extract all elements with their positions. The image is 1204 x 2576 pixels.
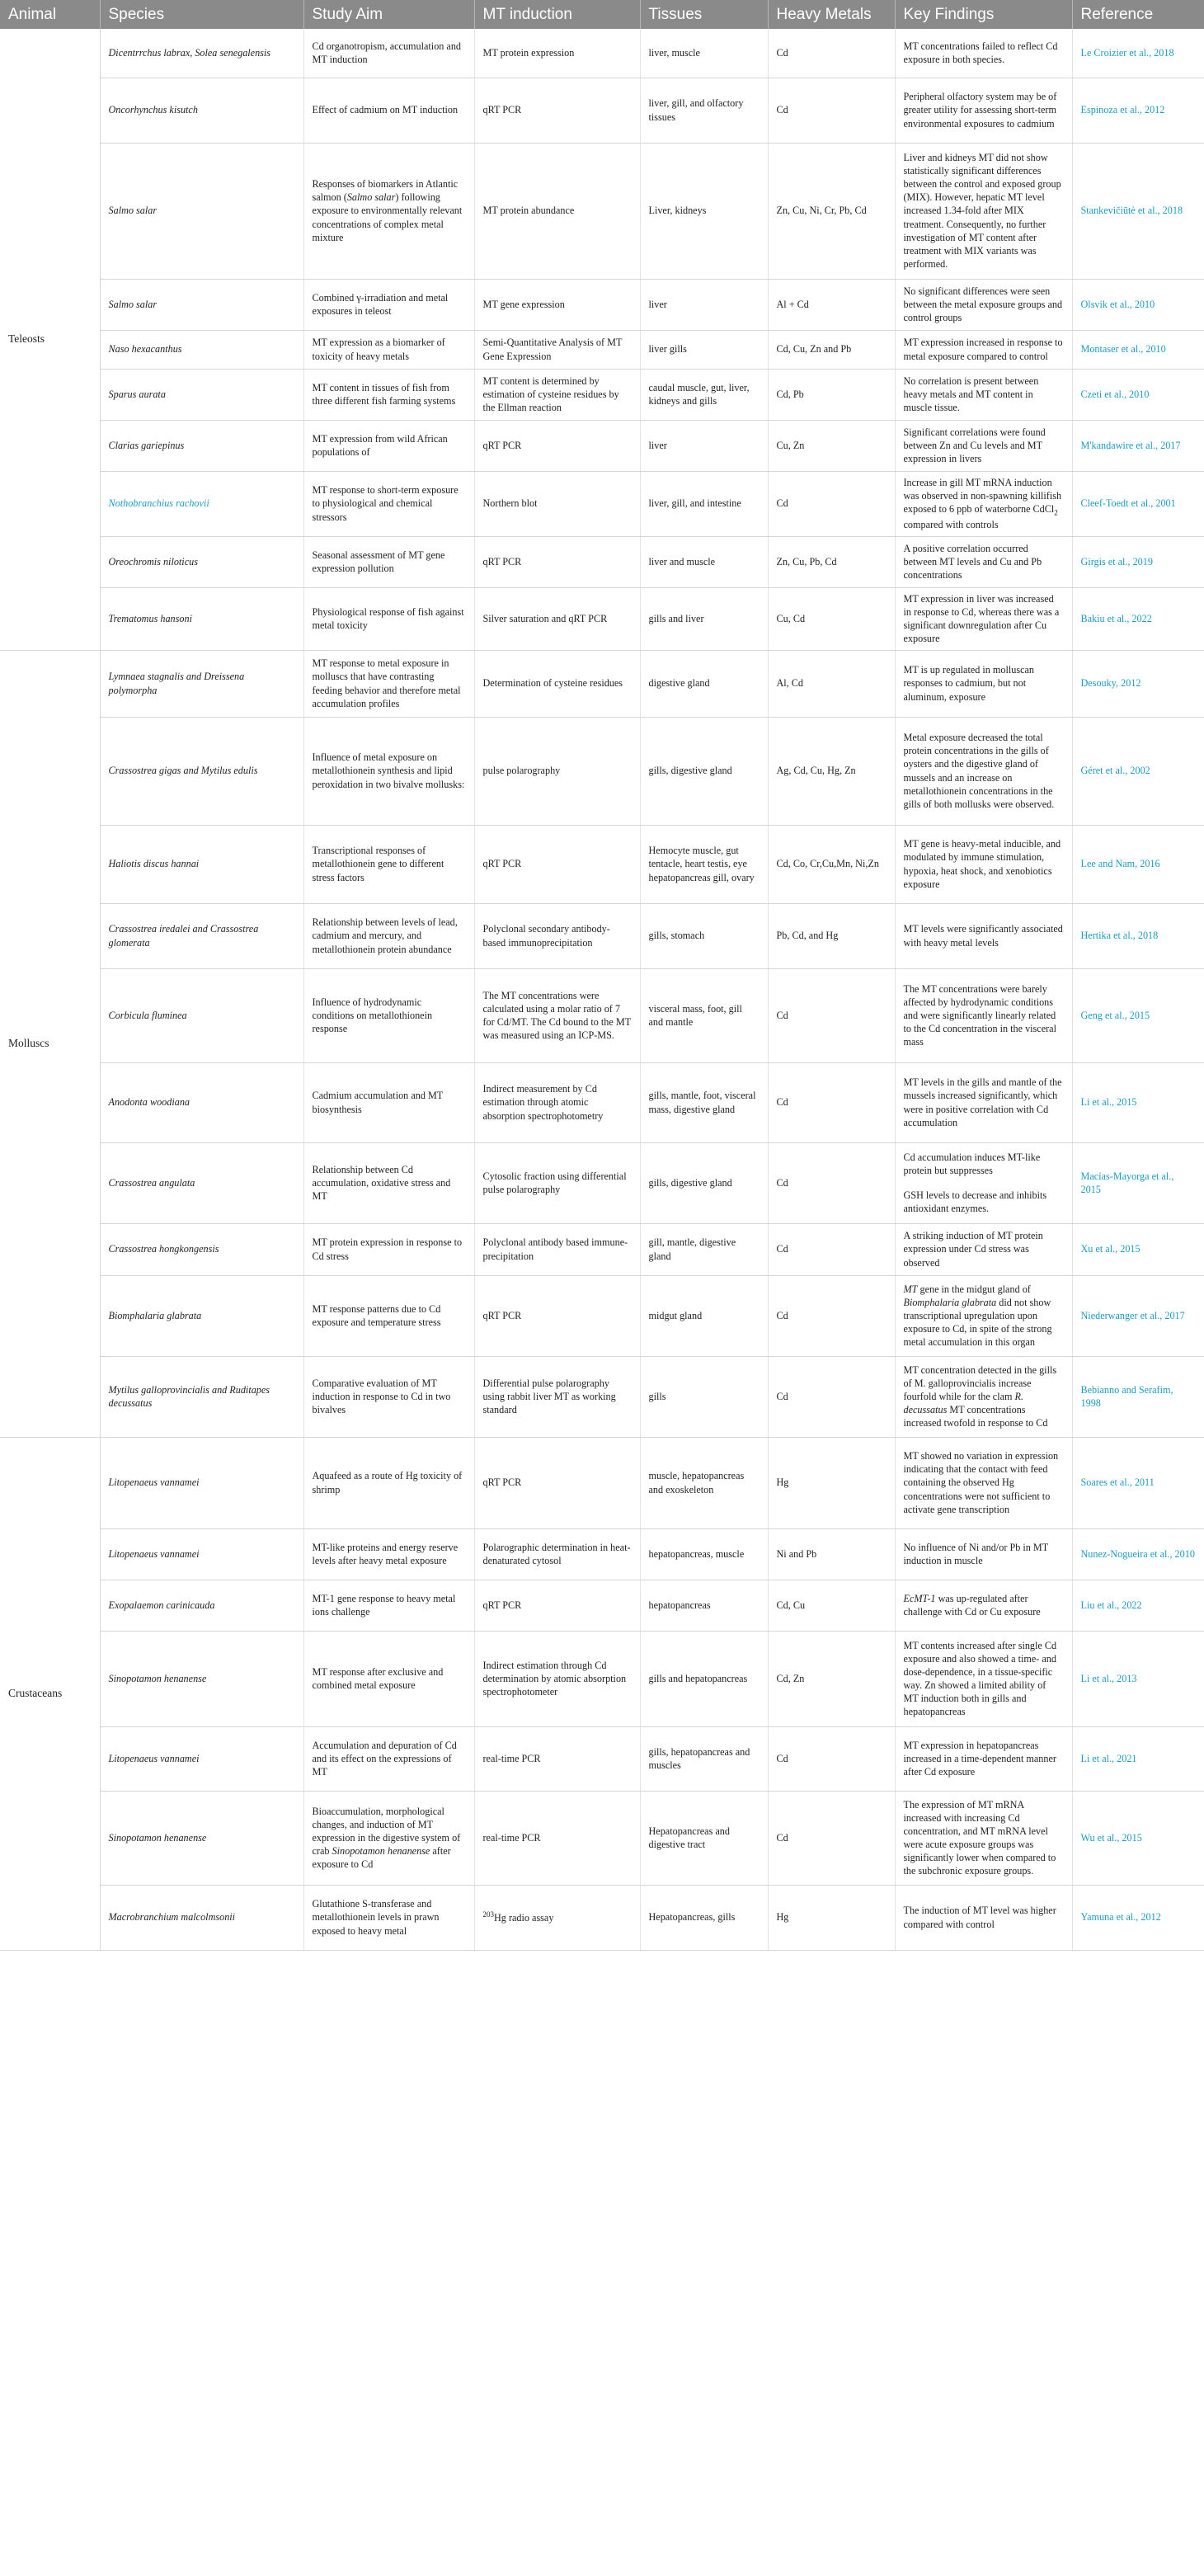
table-row [0, 369, 1204, 420]
mt-induction-cell: pulse polarography [474, 717, 640, 825]
mt-induction-cell: qRT PCR [474, 825, 640, 903]
mt-induction-cell: Polarographic determination in heat-denaturated cytosol [474, 1528, 640, 1580]
mt-induction-cell: Northern blot [474, 471, 640, 536]
table-row [0, 1223, 1204, 1275]
table-row [0, 1726, 1204, 1791]
tissues-cell: gills, hepatopancreas and muscles [640, 1726, 768, 1791]
table-row [0, 968, 1204, 1062]
table-row [0, 825, 1204, 903]
key-findings-cell: Metal exposure decreased the total protein concentrations in the gills of oysters and the digestive gland of mussels and an increase on metallothionein concentrations in the gills of both mollusks were observed. [895, 717, 1072, 825]
study-aim-cell: Effect of cadmium on MT induction [303, 78, 474, 143]
key-findings-cell: MT expression increased in response to metal exposure compared to control [895, 330, 1072, 369]
key-findings-cell: EcMT-1 was up-regulated after challenge with Cd or Cu exposure [895, 1580, 1072, 1631]
key-findings-cell: Significant correlations were found between Zn and Cu levels and MT expression in livers [895, 420, 1072, 471]
species-cell: Haliotis discus hannai [100, 825, 303, 903]
species-cell: Oncorhynchus kisutch [100, 78, 303, 143]
study-aim-cell: Relationship between levels of lead, cadmium and mercury, and metallothionein protein abundance [303, 903, 474, 968]
reference-link[interactable]: Lee and Nam, 2016 [1072, 825, 1204, 903]
table-row [0, 1791, 1204, 1885]
study-aim-cell: MT response patterns due to Cd exposure and temperature stress [303, 1275, 474, 1356]
reference-link[interactable]: Espinoza et al., 2012 [1072, 78, 1204, 143]
species-cell: Litopenaeus vannamei [100, 1726, 303, 1791]
tissues-cell: liver, gill, and intestine [640, 471, 768, 536]
heavy-metals-cell: Cd [768, 1223, 895, 1275]
reference-link[interactable]: Geng et al., 2015 [1072, 968, 1204, 1062]
heavy-metals-cell: Ni and Pb [768, 1528, 895, 1580]
key-findings-cell: A positive correlation occurred between MT levels and Cu and Pb concentrations [895, 536, 1072, 587]
mt-induction-cell: qRT PCR [474, 78, 640, 143]
key-findings-cell: The induction of MT level was higher compared with control [895, 1885, 1072, 1950]
heavy-metals-cell: Cd [768, 1142, 895, 1223]
mt-induction-cell: Semi-Quantitative Analysis of MT Gene Expression [474, 330, 640, 369]
reference-link[interactable]: Wu et al., 2015 [1072, 1791, 1204, 1885]
reference-link[interactable]: Stankevičiūtė et al., 2018 [1072, 143, 1204, 279]
key-findings-cell: A striking induction of MT protein expression under Cd stress was observed [895, 1223, 1072, 1275]
key-findings-cell: Increase in gill MT mRNA induction was observed in non-spawning killifish exposed to 6 ppb of waterborne CdCl$_2$ compared with controls [895, 471, 1072, 536]
table-row [0, 471, 1204, 536]
key-findings-cell: No influence of Ni and/or Pb in MT induction in muscle [895, 1528, 1072, 1580]
species-cell: Biomphalaria glabrata [100, 1275, 303, 1356]
key-findings-cell: MT gene is heavy-metal inducible, and modulated by immune stimulation, hypoxia, heat shock, and xenobiotics exposure [895, 825, 1072, 903]
table-row [0, 536, 1204, 587]
heavy-metals-cell: Cd [768, 1791, 895, 1885]
tissues-cell: hepatopancreas [640, 1580, 768, 1631]
mt-induction-cell: Indirect measurement by Cd estimation through atomic absorption spectrophotometry [474, 1062, 640, 1142]
header-tissues: Tissues [640, 0, 768, 29]
tissues-cell: digestive gland [640, 650, 768, 717]
mt-induction-cell: Differential pulse polarography using rabbit liver MT as working standard [474, 1356, 640, 1437]
heavy-metals-cell: Cu, Cd [768, 587, 895, 650]
mt-induction-cell: Cytosolic fraction using differential pulse polarography [474, 1142, 640, 1223]
tissues-cell: visceral mass, foot, gill and mantle [640, 968, 768, 1062]
heavy-metals-cell: Cd [768, 1062, 895, 1142]
table-row [0, 1528, 1204, 1580]
mt-induction-cell: MT gene expression [474, 279, 640, 330]
mt-induction-cell: Polyclonal secondary antibody-based immunoprecipitation [474, 903, 640, 968]
tissues-cell: gills [640, 1356, 768, 1437]
header-reference: Reference [1072, 0, 1204, 29]
key-findings-cell: MT contents increased after single Cd exposure and also showed a time- and dose-dependence, in a tissue-specific way. Zn showed a limited ability of MT induction both in gills and hepatopancreas [895, 1631, 1072, 1726]
table-body [0, 29, 1204, 1950]
table-row [0, 1356, 1204, 1437]
heavy-metals-cell: Cd [768, 78, 895, 143]
heavy-metals-cell: Al, Cd [768, 650, 895, 717]
study-aim-cell: Influence of hydrodynamic conditions on metallothionein response [303, 968, 474, 1062]
table-row [0, 29, 1204, 78]
reference-link[interactable]: Girgis et al., 2019 [1072, 536, 1204, 587]
header-key-findings: Key Findings [895, 0, 1072, 29]
reference-link[interactable]: Liu et al., 2022 [1072, 1580, 1204, 1631]
mt-induction-cell: qRT PCR [474, 536, 640, 587]
table-row [0, 717, 1204, 825]
heavy-metals-cell: Zn, Cu, Ni, Cr, Pb, Cd [768, 143, 895, 279]
tissues-cell: liver [640, 279, 768, 330]
key-findings-cell: Peripheral olfactory system may be of greater utility for assessing short-term environmental exposures to cadmium [895, 78, 1072, 143]
reference-link[interactable]: Montaser et al., 2010 [1072, 330, 1204, 369]
species-cell: Crassostrea hongkongensis [100, 1223, 303, 1275]
mt-induction-cell: MT content is determined by estimation of cysteine residues by the Ellman reaction [474, 369, 640, 420]
mt-induction-cell: MT protein expression [474, 29, 640, 78]
study-aim-cell: Combined γ-irradiation and metal exposures in teleost [303, 279, 474, 330]
heavy-metals-cell: Cd [768, 1275, 895, 1356]
reference-link[interactable]: Li et al., 2015 [1072, 1062, 1204, 1142]
study-aim-cell: Responses of biomarkers in Atlantic salmon (Salmo salar) following exposure to environmentally relevant concentrations of complex metal mixture [303, 143, 474, 279]
tissues-cell: gills, stomach [640, 903, 768, 968]
species-cell: Oreochromis niloticus [100, 536, 303, 587]
heavy-metals-cell: Cd, Co, Cr,Cu,Mn, Ni,Zn [768, 825, 895, 903]
species-link[interactable]: Nothobranchius rachovii [100, 471, 303, 536]
heavy-metals-cell: Cd, Cu [768, 1580, 895, 1631]
mt-induction-cell: real-time PCR [474, 1791, 640, 1885]
study-aim-cell: MT content in tissues of fish from three different fish farming systems [303, 369, 474, 420]
reference-link[interactable]: Niederwanger et al., 2017 [1072, 1275, 1204, 1356]
mt-induction-cell: $^{203}$Hg radio assay [474, 1885, 640, 1950]
species-cell: Naso hexacanthus [100, 330, 303, 369]
mt-induction-cell: qRT PCR [474, 1437, 640, 1528]
study-aim-cell: Cadmium accumulation and MT biosynthesis [303, 1062, 474, 1142]
study-aim-cell: Physiological response of fish against metal toxicity [303, 587, 474, 650]
table-row [0, 587, 1204, 650]
reference-link[interactable]: Cleef-Toedt et al., 2001 [1072, 471, 1204, 536]
species-cell: Clarias gariepinus [100, 420, 303, 471]
table-row [0, 1885, 1204, 1950]
reference-link[interactable]: Czeti et al., 2010 [1072, 369, 1204, 420]
tissues-cell: hepatopancreas, muscle [640, 1528, 768, 1580]
tissues-cell: liver, gill, and olfactory tissues [640, 78, 768, 143]
mt-induction-cell: The MT concentrations were calculated using a molar ratio of 7 for Cd/MT. The Cd bound to the MT was measured using an ICP-MS. [474, 968, 640, 1062]
header-mt-induction: MT induction [474, 0, 640, 29]
heavy-metals-cell: Cd [768, 1356, 895, 1437]
mt-induction-cell: qRT PCR [474, 420, 640, 471]
heavy-metals-cell: Pb, Cd, and Hg [768, 903, 895, 968]
tissues-cell: Hepatopancreas and digestive tract [640, 1791, 768, 1885]
study-aim-cell: MT response to metal exposure in molluscs that have contrasting feeding behavior and therefore metal accumulation profiles [303, 650, 474, 717]
mt-induction-cell: Polyclonal antibody based immune-precipitation [474, 1223, 640, 1275]
table-row [0, 1437, 1204, 1528]
tissues-cell: gills and hepatopancreas [640, 1631, 768, 1726]
species-cell: Litopenaeus vannamei [100, 1437, 303, 1528]
study-aim-cell: MT protein expression in response to Cd stress [303, 1223, 474, 1275]
key-findings-cell: MT concentrations failed to reflect Cd exposure in both species. [895, 29, 1072, 78]
species-cell: Crassostrea iredalei and Crassostrea glomerata [100, 903, 303, 968]
species-cell: Anodonta woodiana [100, 1062, 303, 1142]
tissues-cell: gills, digestive gland [640, 717, 768, 825]
study-aim-cell: Relationship between Cd accumulation, oxidative stress and MT [303, 1142, 474, 1223]
key-findings-cell: MT expression in liver was increased in response to Cd, whereas there was a significant downregulation after Cu exposure [895, 587, 1072, 650]
study-aim-cell: Seasonal assessment of MT gene expression pollution [303, 536, 474, 587]
species-cell: Mytilus galloprovincialis and Ruditapes decussatus [100, 1356, 303, 1437]
mt-induction-cell: Silver saturation and qRT PCR [474, 587, 640, 650]
species-cell: Crassostrea angulata [100, 1142, 303, 1223]
heavy-metals-cell: Hg [768, 1437, 895, 1528]
tissues-cell: liver and muscle [640, 536, 768, 587]
key-findings-cell: No correlation is present between heavy metals and MT content in muscle tissue. [895, 369, 1072, 420]
key-findings-cell: MT is up regulated in molluscan responses to cadmium, but not aluminum, exposure [895, 650, 1072, 717]
tissues-cell: gills, mantle, foot, visceral mass, digestive gland [640, 1062, 768, 1142]
key-findings-cell: MT gene in the midgut gland of Biomphalaria glabrata did not show transcriptional upregulation upon exposure to Cd, in spite of the strong metal accumulation in this organ [895, 1275, 1072, 1356]
table-row [0, 330, 1204, 369]
reference-link[interactable]: Soares et al., 2011 [1072, 1437, 1204, 1528]
species-cell: Sinopotamon henanense [100, 1631, 303, 1726]
table-row [0, 279, 1204, 330]
tissues-cell: muscle, hepatopancreas and exoskeleton [640, 1437, 768, 1528]
tissues-cell: Hepatopancreas, gills [640, 1885, 768, 1950]
reference-link[interactable]: Li et al., 2013 [1072, 1631, 1204, 1726]
species-cell: Salmo salar [100, 279, 303, 330]
species-cell: Litopenaeus vannamei [100, 1528, 303, 1580]
tissues-cell: gill, mantle, digestive gland [640, 1223, 768, 1275]
species-cell: Macrobranchium malcolmsonii [100, 1885, 303, 1950]
heavy-metals-cell: Cd [768, 29, 895, 78]
reference-link[interactable]: Géret et al., 2002 [1072, 717, 1204, 825]
tissues-cell: Hemocyte muscle, gut tentacle, heart testis, eye hepatopancreas gill, ovary [640, 825, 768, 903]
table-row [0, 143, 1204, 279]
study-aim-cell: Comparative evaluation of MT induction in response to Cd in two bivalves [303, 1356, 474, 1437]
heavy-metals-cell: Cd [768, 1726, 895, 1791]
key-findings-cell: No significant differences were seen between the metal exposure groups and control groups [895, 279, 1072, 330]
header-study-aim: Study Aim [303, 0, 474, 29]
key-findings-cell: MT showed no variation in expression indicating that the contact with feed containing the observed Hg concentrations were not sufficient to activate gene transcription [895, 1437, 1072, 1528]
header-heavy-metals: Heavy Metals [768, 0, 895, 29]
table-row [0, 78, 1204, 143]
heavy-metals-cell: Cd [768, 471, 895, 536]
animal-group-teleosts: Teleosts [0, 29, 100, 650]
reference-link[interactable]: Li et al., 2021 [1072, 1726, 1204, 1791]
tissues-cell: caudal muscle, gut, liver, kidneys and gills [640, 369, 768, 420]
study-aim-cell: Aquafeed as a route of Hg toxicity of shrimp [303, 1437, 474, 1528]
reference-link[interactable]: M'kandawire et al., 2017 [1072, 420, 1204, 471]
tissues-cell: gills and liver [640, 587, 768, 650]
mt-induction-cell: real-time PCR [474, 1726, 640, 1791]
mt-induction-cell: Determination of cysteine residues [474, 650, 640, 717]
key-findings-cell: MT levels in the gills and mantle of the mussels increased significantly, which were in positive correlation with Cd accumulation [895, 1062, 1072, 1142]
reference-link[interactable]: Macías-Mayorga et al., 2015 [1072, 1142, 1204, 1223]
header-row [0, 0, 1204, 29]
study-aim-cell: MT expression as a biomarker of toxicity of heavy metals [303, 330, 474, 369]
species-cell: Corbicula fluminea [100, 968, 303, 1062]
study-aim-cell: Glutathione S-transferase and metallothionein levels in prawn exposed to heavy metal [303, 1885, 474, 1950]
tissues-cell: midgut gland [640, 1275, 768, 1356]
table-row [0, 650, 1204, 717]
table-row [0, 903, 1204, 968]
table-row [0, 1631, 1204, 1726]
heavy-metals-cell: Cd, Cu, Zn and Pb [768, 330, 895, 369]
table-row [0, 1275, 1204, 1356]
species-cell: Salmo salar [100, 143, 303, 279]
tissues-cell: Liver, kidneys [640, 143, 768, 279]
table-row [0, 1580, 1204, 1631]
animal-group-crustaceans: Crustaceans [0, 1437, 100, 1950]
study-aim-cell: MT-1 gene response to heavy metal ions challenge [303, 1580, 474, 1631]
study-aim-cell: Transcriptional responses of metallothionein gene to different stress factors [303, 825, 474, 903]
heavy-metals-cell: Ag, Cd, Cu, Hg, Zn [768, 717, 895, 825]
header-animal: Animal [0, 0, 100, 29]
study-aim-cell: Accumulation and depuration of Cd and its effect on the expressions of MT [303, 1726, 474, 1791]
study-aim-cell: MT-like proteins and energy reserve levels after heavy metal exposure [303, 1528, 474, 1580]
species-cell: Sinopotamon henanense [100, 1791, 303, 1885]
species-cell: Lymnaea stagnalis and Dreissena polymorpha [100, 650, 303, 717]
heavy-metals-cell: Hg [768, 1885, 895, 1950]
reference-link[interactable]: Hertika et al., 2018 [1072, 903, 1204, 968]
reference-link[interactable]: Bebianno and Serafim, 1998 [1072, 1356, 1204, 1437]
reference-link[interactable]: Yamuna et al., 2012 [1072, 1885, 1204, 1950]
tissues-cell: liver gills [640, 330, 768, 369]
header-species: Species [100, 0, 303, 29]
heavy-metals-cell: Al + Cd [768, 279, 895, 330]
species-cell: Dicentrrchus labrax, Solea senegalensis [100, 29, 303, 78]
reference-link[interactable]: Desouky, 2012 [1072, 650, 1204, 717]
key-findings-cell: Cd accumulation induces MT-like protein but suppresses GSH levels to decrease and inhibits antioxidant enzymes. [895, 1142, 1072, 1223]
study-aim-cell: Influence of metal exposure on metallothionein synthesis and lipid peroxidation in two bivalve mollusks: [303, 717, 474, 825]
tissues-cell: gills, digestive gland [640, 1142, 768, 1223]
heavy-metals-cell: Cu, Zn [768, 420, 895, 471]
mt-induction-cell: Indirect estimation through Cd determination by atomic absorption spectrophotometer [474, 1631, 640, 1726]
study-aim-cell: Bioaccumulation, morphological changes, and induction of MT expression in the digestive system of crab Sinopotamon henanense after exposure to Cd [303, 1791, 474, 1885]
species-cell: Trematomus hansoni [100, 587, 303, 650]
species-cell: Exopalaemon carinicauda [100, 1580, 303, 1631]
heavy-metals-cell: Zn, Cu, Pb, Cd [768, 536, 895, 587]
reference-link[interactable]: Nunez-Nogueira et al., 2010 [1072, 1528, 1204, 1580]
heavy-metals-cell: Cd [768, 968, 895, 1062]
reference-link[interactable]: Bakiu et al., 2022 [1072, 587, 1204, 650]
heavy-metals-cell: Cd, Zn [768, 1631, 895, 1726]
table-header [0, 0, 1204, 29]
species-cell: Crassostrea gigas and Mytilus edulis [100, 717, 303, 825]
heavy-metals-cell: Cd, Pb [768, 369, 895, 420]
reference-link[interactable]: Xu et al., 2015 [1072, 1223, 1204, 1275]
key-findings-cell: The MT concentrations were barely affected by hydrodynamic conditions and were significantly linearly related to the Cd concentration in the visceral mass [895, 968, 1072, 1062]
mt-induction-cell: MT protein abundance [474, 143, 640, 279]
key-findings-cell: MT levels were significantly associated with heavy metal levels [895, 903, 1072, 968]
table-row [0, 420, 1204, 471]
key-findings-cell: MT expression in hepatopancreas increased in a time-dependent manner after Cd exposure [895, 1726, 1072, 1791]
key-findings-cell: Liver and kidneys MT did not show statistically significant differences between the control and exposed group (MIX). However, hepatic MT level increased 1.34-fold after MIX treatment. Consequently, no further investigation of MT content after treatment with MIX variants was performed. [895, 143, 1072, 279]
reference-link[interactable]: Olsvik et al., 2010 [1072, 279, 1204, 330]
study-aim-cell: MT response after exclusive and combined metal exposure [303, 1631, 474, 1726]
study-aim-cell: Cd organotropism, accumulation and MT induction [303, 29, 474, 78]
study-aim-cell: MT response to short-term exposure to physiological and chemical stressors [303, 471, 474, 536]
mt-induction-cell: qRT PCR [474, 1275, 640, 1356]
reference-link[interactable]: Le Croizier et al., 2018 [1072, 29, 1204, 78]
animal-group-molluscs: Molluscs [0, 650, 100, 1437]
mt-induction-cell: qRT PCR [474, 1580, 640, 1631]
table-row [0, 1142, 1204, 1223]
species-cell: Sparus aurata [100, 369, 303, 420]
study-aim-cell: MT expression from wild African populations of [303, 420, 474, 471]
key-findings-cell: The expression of MT mRNA increased with increasing Cd concentration, and MT mRNA level were acute exposure groups was significantly lower when compared to the subchronic exposure groups. [895, 1791, 1072, 1885]
key-findings-cell: MT concentration detected in the gills of M. galloprovincialis increase fourfold while for the clam R. decussatus MT concentrations increased twofold in response to Cd [895, 1356, 1072, 1437]
table-row [0, 1062, 1204, 1142]
tissues-cell: liver [640, 420, 768, 471]
tissues-cell: liver, muscle [640, 29, 768, 78]
